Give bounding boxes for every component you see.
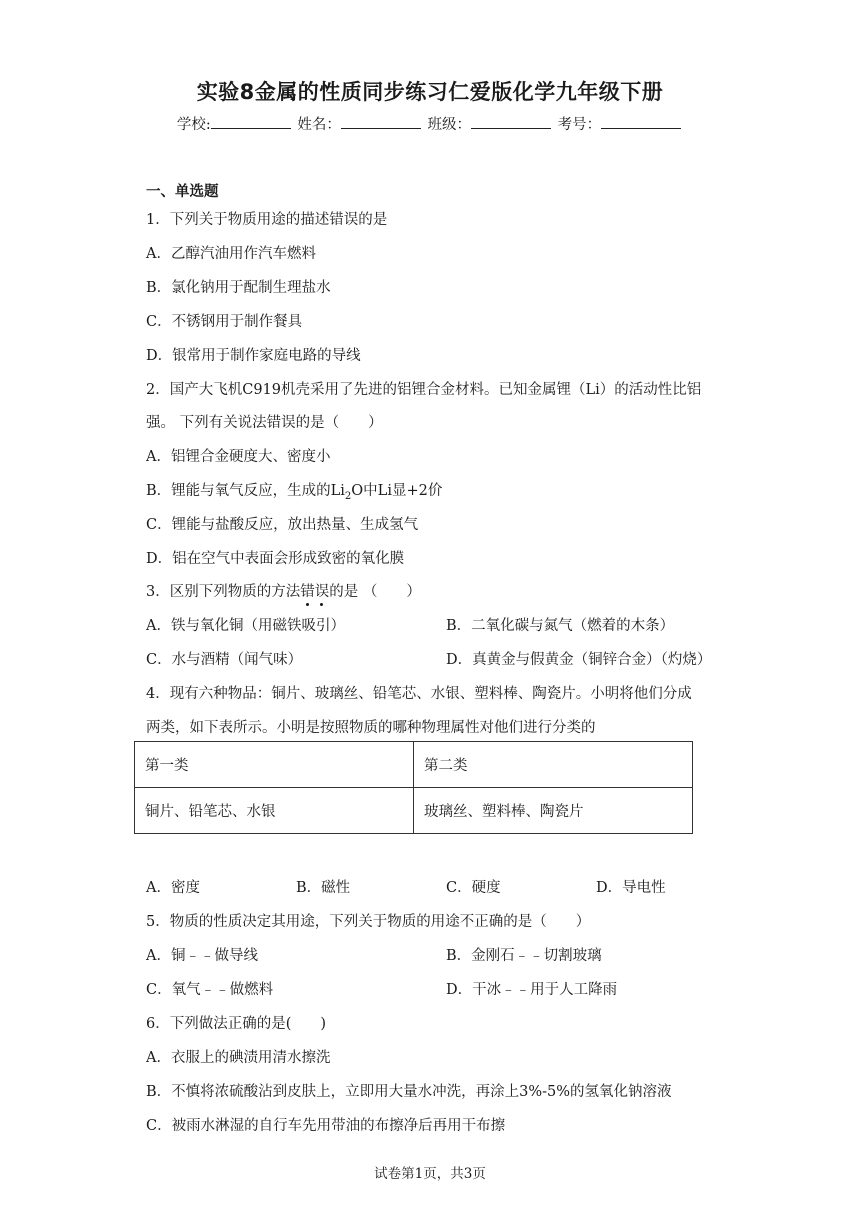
q5-option-c: C．氧气﹣﹣做燃料 (146, 982, 274, 998)
q1-option-b: B．氯化钠用于配制生理盐水 (146, 280, 331, 296)
q6-stem: 6．下列做法正确的是( ) (146, 1016, 327, 1032)
classification-table (134, 741, 693, 834)
q3-option-b: B．二氧化碳与氮气（燃着的木条） (446, 618, 675, 634)
table-header-row (135, 742, 693, 788)
q4-option-c: C．硬度 (446, 880, 501, 896)
q1-option-a: A．乙醇汽油用作汽车燃料 (146, 246, 316, 262)
q1-stem: 1．下列关于物质用途的描述错误的是 (146, 212, 388, 228)
q1-option-d: D．银常用于制作家庭电路的导线 (146, 348, 361, 364)
q2-option-a: A．铝锂合金硬度大、密度小 (146, 449, 331, 465)
q5-stem: 5．物质的性质决定其用途，下列关于物质的用途不正确的是（ ） (146, 914, 591, 930)
page-footer: 试卷第1页，共3页 (374, 1166, 486, 1182)
exam-no-label: 考号： (557, 117, 602, 133)
table-cell-class2: 玻璃丝、塑料棒、陶瓷片 (414, 788, 693, 834)
q5-option-a: A．铜﹣﹣做导线 (146, 948, 258, 964)
q1-option-c: C．不锈钢用于制作餐具 (146, 314, 303, 330)
school-label: 学校: (176, 117, 211, 133)
q5-option-b: B．金刚石﹣﹣切割玻璃 (446, 948, 602, 964)
q2-stem-line1: 2．国产大飞机C919机壳采用了先进的铝锂合金材料。已知金属锂（Li）的活动性比铝 (146, 382, 702, 398)
q3-stem-pre: 3．区别下列物质的方法 (146, 584, 301, 600)
q3-option-d: D．真黄金与假黄金（铜锌合金）（灼烧） (446, 652, 712, 668)
q2-option-b (146, 479, 442, 502)
q6-option-a: A．衣服上的碘渍用清水擦洗 (146, 1050, 331, 1066)
q2-option-b-pre: B．锂能与氧气反应，生成的Li (146, 483, 345, 499)
q4-stem-line1: 4．现有六种物品：铜片、玻璃丝、铅笔芯、水银、塑料棒、陶瓷片。小明将他们分成 (146, 686, 692, 702)
exam-no-blank (601, 114, 681, 129)
q2-option-d: D．铝在空气中表面会形成致密的氧化膜 (146, 551, 405, 567)
q2-stem-line2: 强。 下列有关说法错误的是（ ） (146, 415, 383, 431)
q3-stem-post: 的是 （ ） (329, 584, 421, 600)
class-blank (471, 114, 551, 129)
table-cell-class1: 铜片、铅笔芯、水银 (135, 788, 414, 834)
class-label: 班级： (427, 117, 471, 133)
q4-stem-line2: 两类，如下表所示。小明是按照物质的哪种物理属性对他们进行分类的 (146, 720, 596, 736)
q2-option-b-sub: 2 (344, 490, 352, 502)
table-row (135, 788, 693, 834)
q3-stem-emphasis-1: 错 (300, 584, 315, 600)
q3-option-a: A．铁与氧化铜（用磁铁吸引） (146, 618, 345, 634)
q5-option-d: D．干冰﹣﹣用于人工降雨 (446, 982, 618, 998)
q2-option-c: C．锂能与盐酸反应，放出热量、生成氢气 (146, 517, 419, 533)
q4-option-b: B．磁性 (296, 880, 351, 896)
q4-option-a: A．密度 (146, 880, 200, 896)
q3-stem-emphasis-2: 误 (314, 584, 330, 600)
section-heading: 一、单选题 (146, 184, 219, 200)
q6-option-b: B．不慎将浓硫酸沾到皮肤上，立即用大量水冲洗，再涂上3%-5%的氢氧化钠溶液 (146, 1084, 672, 1100)
table-header-cell-1: 第一类 (135, 742, 414, 788)
name-label: 姓名： (297, 117, 341, 133)
q4-option-d: D．导电性 (596, 880, 666, 896)
name-blank (341, 114, 421, 129)
q3-stem (146, 580, 421, 601)
q2-option-b-post: O中Li显+2价 (351, 483, 443, 499)
student-info-line (0, 113, 860, 134)
table-header-cell-2: 第二类 (414, 742, 693, 788)
school-blank (211, 114, 291, 129)
q3-option-c: C．水与酒精（闻气味） (146, 652, 303, 668)
page-title: 实验8金属的性质同步练习仁爱版化学九年级下册 (196, 80, 664, 104)
q6-option-c: C．被雨水淋湿的自行车先用带油的布擦净后再用干布擦 (146, 1118, 506, 1134)
